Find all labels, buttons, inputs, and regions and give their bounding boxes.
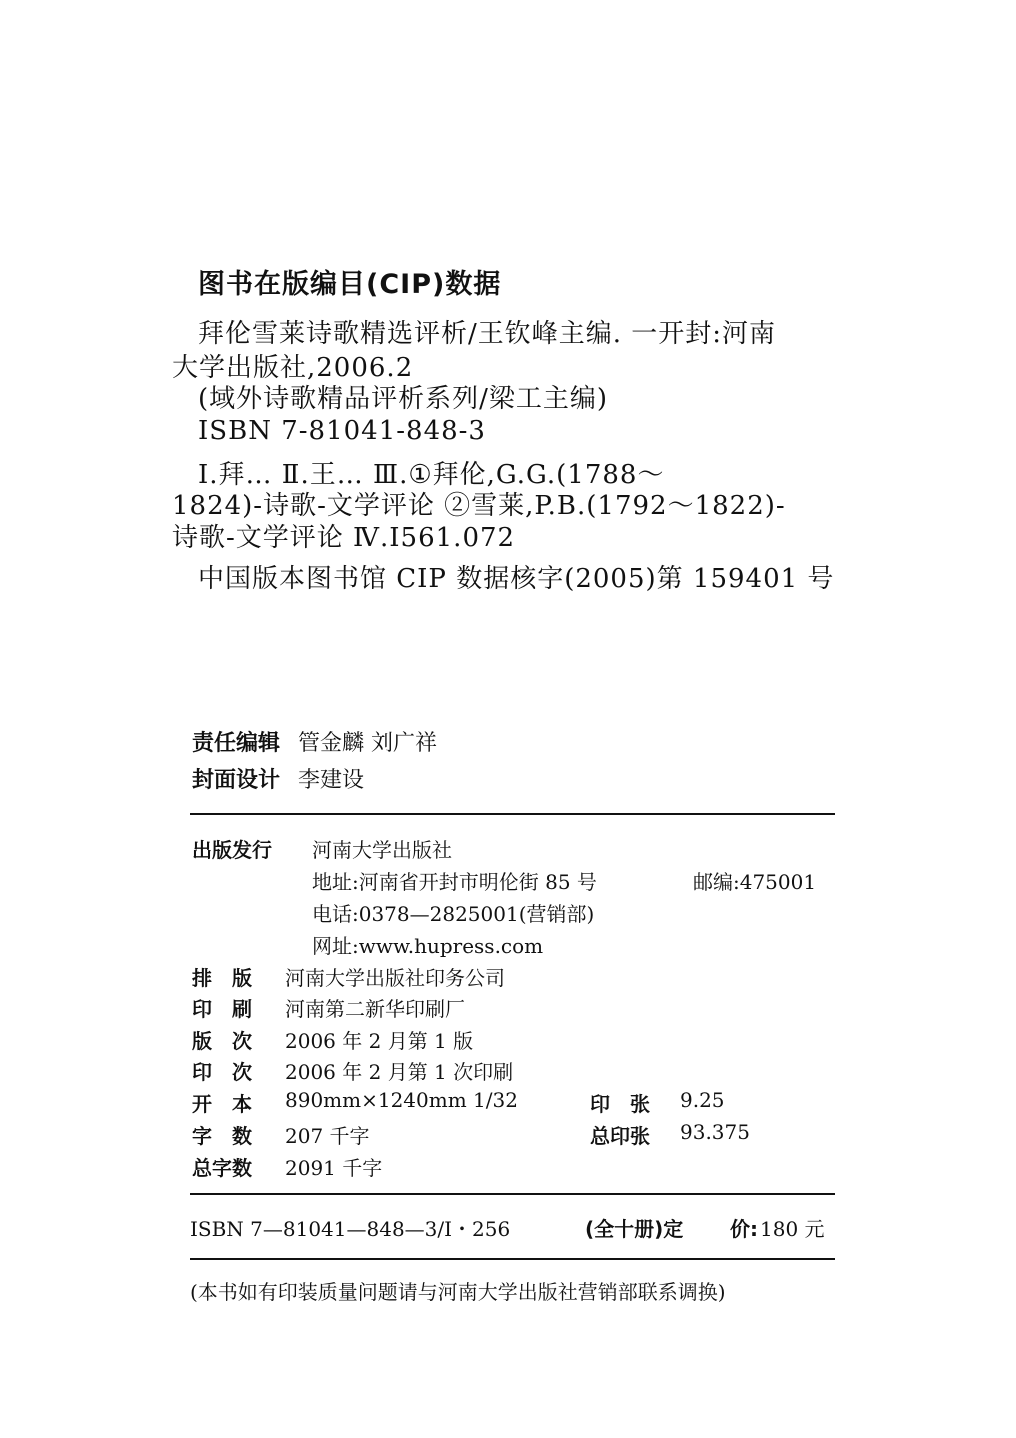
- divider-top: [190, 813, 835, 815]
- publisher-website: 网址:www.hupress.com: [312, 934, 544, 958]
- footer-note: (本书如有印装质量问题请与河南大学出版社营销部联系调换): [190, 1280, 726, 1304]
- cip-line-5: Ⅰ.拜… Ⅱ.王… Ⅲ.①拜伦,G.G.(1788～: [198, 460, 665, 490]
- edition-label: 版 次: [192, 1029, 252, 1053]
- edition-value: 2006 年 2 月第 1 版: [285, 1029, 474, 1053]
- word-count-value: 207 千字: [285, 1124, 370, 1148]
- publisher-address: 地址:河南省开封市明伦街 85 号: [312, 870, 597, 894]
- cip-line-6: 1824)-诗歌-文学评论 ②雪莱,P.B.(1792～1822)-: [172, 491, 786, 521]
- word-count-label: 字 数: [192, 1124, 252, 1148]
- impression-value: 2006 年 2 月第 1 次印刷: [285, 1060, 514, 1084]
- price-value: 180 元: [760, 1217, 825, 1241]
- isbn-code: ISBN 7—81041—848—3/I・256: [190, 1217, 511, 1241]
- divider-middle: [190, 1193, 835, 1195]
- typeset-value: 河南大学出版社印务公司: [285, 966, 505, 990]
- cip-line-1: 拜伦雪莱诗歌精选评析/王钦峰主编. 一开封:河南: [198, 319, 777, 349]
- set-label: (全十册)定: [585, 1217, 684, 1241]
- price-label: 价:: [730, 1217, 758, 1241]
- publisher-name: 河南大学出版社: [312, 838, 452, 862]
- total-sheets-value: 93.375: [680, 1120, 750, 1144]
- sheets-value: 9.25: [680, 1088, 725, 1112]
- cip-number-line: 中国版本图书馆 CIP 数据核字(2005)第 159401 号: [198, 564, 835, 594]
- cip-line-7: 诗歌-文学评论 Ⅳ.Ⅰ561.072: [172, 523, 516, 553]
- publisher-phone: 电话:0378—2825001(营销部): [312, 902, 595, 926]
- typeset-label: 排 版: [192, 966, 252, 990]
- cip-heading: 图书在版编目(CIP)数据: [198, 269, 502, 300]
- cip-line-2: 大学出版社,2006.2: [172, 353, 414, 383]
- sheets-label: 印 张: [590, 1092, 650, 1116]
- editor-value: 管金麟 刘广祥: [298, 731, 437, 756]
- total-sheets-label: 总印张: [590, 1124, 650, 1148]
- publisher-label: 出版发行: [192, 838, 272, 862]
- impression-label: 印 次: [192, 1060, 252, 1084]
- cip-line-3: (域外诗歌精品评析系列/梁工主编): [198, 384, 609, 414]
- printer-label: 印 刷: [192, 997, 252, 1021]
- total-words-label: 总字数: [192, 1156, 252, 1180]
- divider-bottom: [190, 1258, 835, 1260]
- cover-design-label: 封面设计: [192, 768, 281, 793]
- total-words-value: 2091 千字: [285, 1156, 383, 1180]
- printer-value: 河南第二新华印刷厂: [285, 997, 465, 1021]
- publisher-postcode: 邮编:475001: [693, 870, 817, 894]
- editor-label: 责任编辑: [192, 731, 281, 756]
- cover-design-value: 李建设: [298, 768, 365, 793]
- format-value: 890mm×1240mm 1/32: [285, 1088, 518, 1112]
- format-label: 开 本: [192, 1092, 252, 1116]
- cip-line-4: ISBN 7-81041-848-3: [198, 416, 486, 446]
